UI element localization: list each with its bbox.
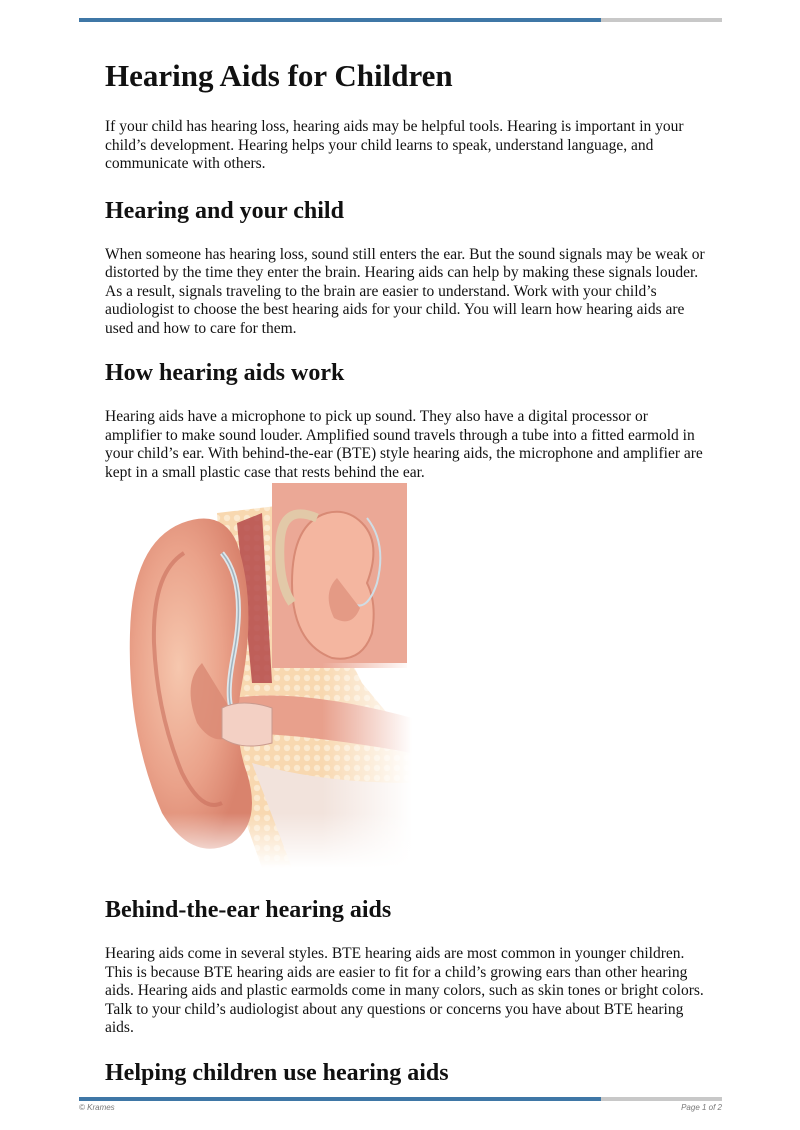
- header-rule: [79, 18, 722, 22]
- ear-hearing-aid-illustration: [122, 483, 412, 868]
- footer-copyright: © Krames: [79, 1103, 115, 1112]
- page-title: Hearing Aids for Children: [105, 58, 453, 93]
- section-body-bte: Hearing aids come in several styles. BTE hearing aids are most common in younger children. This is because BTE hearing aids are easier to fit for a child’s growing ears than other hearing aids. Hearing aids and plastic earmolds come in many colors, such as skin tones or bright colors. Talk to your child’s audiologist about any questions or concerns you have about BTE hearing aids.: [105, 945, 704, 1036]
- section-heading-helping: Helping children use hearing aids: [105, 1059, 449, 1086]
- section-heading-how: How hearing aids work: [105, 360, 345, 386]
- header-rule-accent: [79, 18, 601, 22]
- footer-page-number: Page 1 of 2: [681, 1103, 722, 1112]
- section-heading-hearing: Hearing and your child: [105, 197, 344, 224]
- section-body-hearing: When someone has hearing loss, sound still enters the ear. But the sound signals may be weak or distorted by the time they enter the brain. Hearing aids can help by making these signals louder. As a result, signals traveling to the brain are easier to understand. Work with your child’s audiologist to choose the best hearing aids for your child. You will learn how hearing aids are used and how to care for them.: [105, 245, 705, 337]
- footer-rule-accent: [79, 1097, 601, 1101]
- footer-rule: [79, 1097, 722, 1101]
- section-heading-bte: Behind-the-ear hearing aids: [105, 897, 392, 923]
- section-body-how: Hearing aids have a microphone to pick up sound. They also have a digital processor or amplifier to make sound louder. Amplified sound travels through a tube into a fitted earmold in your child’s ear. With behind-the-ear (BTE) style hearing aids, the microphone and amplifier are kept in a small plastic case that rests behind the ear.: [105, 408, 703, 481]
- intro-paragraph: If your child has hearing loss, hearing aids may be helpful tools. Hearing is important in your child’s development. Hearing helps your child learns to speak, understand language, and communicate with others.: [105, 118, 684, 172]
